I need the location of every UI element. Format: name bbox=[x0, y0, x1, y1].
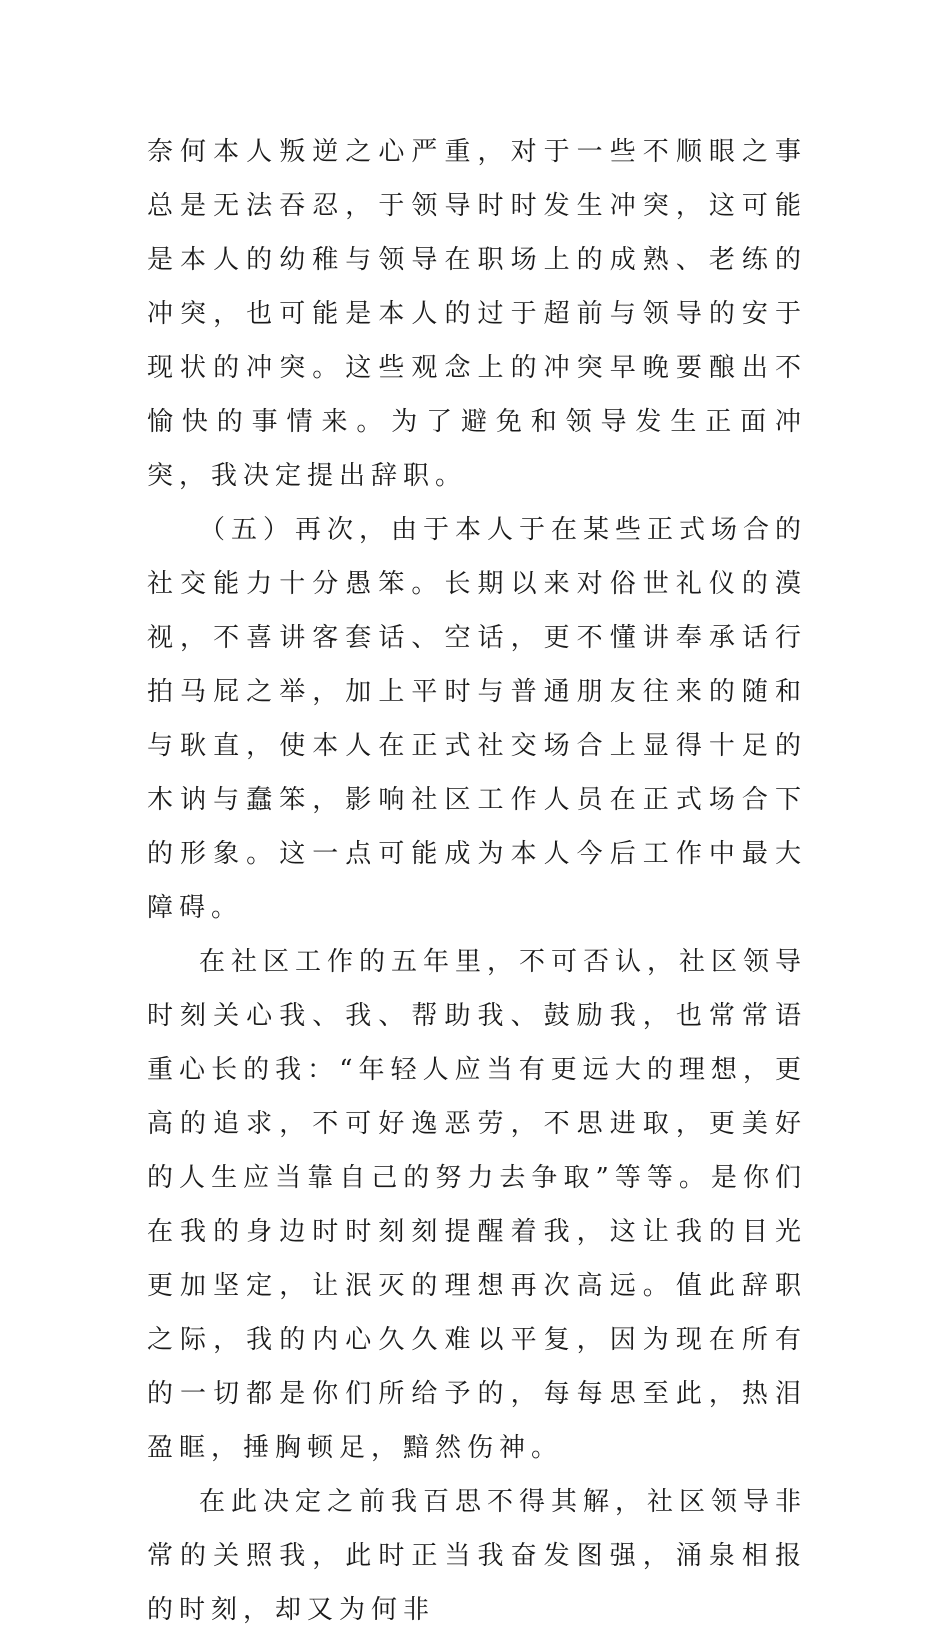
paragraph-1: 奈何本人叛逆之心严重，对于一些不顺眼之事总是无法吞忍，于领导时时发生冲突，这可能是本人的幼稚与领导在职场上的成熟、老练的冲突，也可能是本人的过于超前与领导的安于现状的冲突。这些观念上的冲突早晚要酿出不愉快的事情来。为了避免和领导发生正面冲突，我决定提出辞职。 bbox=[147, 137, 807, 491]
paragraph-4: 在此决定之前我百思不得其解，社区领导非常的关照我，此时正当我奋发图强，涌泉相报的时刻，却又为何非 bbox=[147, 1487, 808, 1625]
paragraph-3: 在社区工作的五年里，不可否认，社区领导时刻关心我、我、帮助我、鼓励我，也常常语重心长的我：“年轻人应当有更远大的理想，更高的追求，不可好逸恶劳，不思进取，更美好的人生应当靠自己的努力去争取”等等。是你们在我的身边时时刻刻提醒着我，这让我的目光更加坚定，让泯灭的理想再次高远。值此辞职之际，我的内心久久难以平复，因为现在所有的一切都是你们所给予的，每每思至此，热泪盈眶，捶胸顿足，黯然伤神。 bbox=[147, 947, 808, 1463]
document-body bbox=[147, 125, 807, 1637]
paragraph-2: （五）再次，由于本人于在某些正式场合的社交能力十分愚笨。长期以来对俗世礼仪的漠视，不喜讲客套话、空话，更不懂讲奉承话行拍马屁之举，加上平时与普通朋友往来的随和与耿直，使本人在正式社交场合上显得十足的木讷与蠢笨，影响社区工作人员在正式场合下的形象。这一点可能成为本人今后工作中最大障碍。 bbox=[147, 515, 808, 923]
